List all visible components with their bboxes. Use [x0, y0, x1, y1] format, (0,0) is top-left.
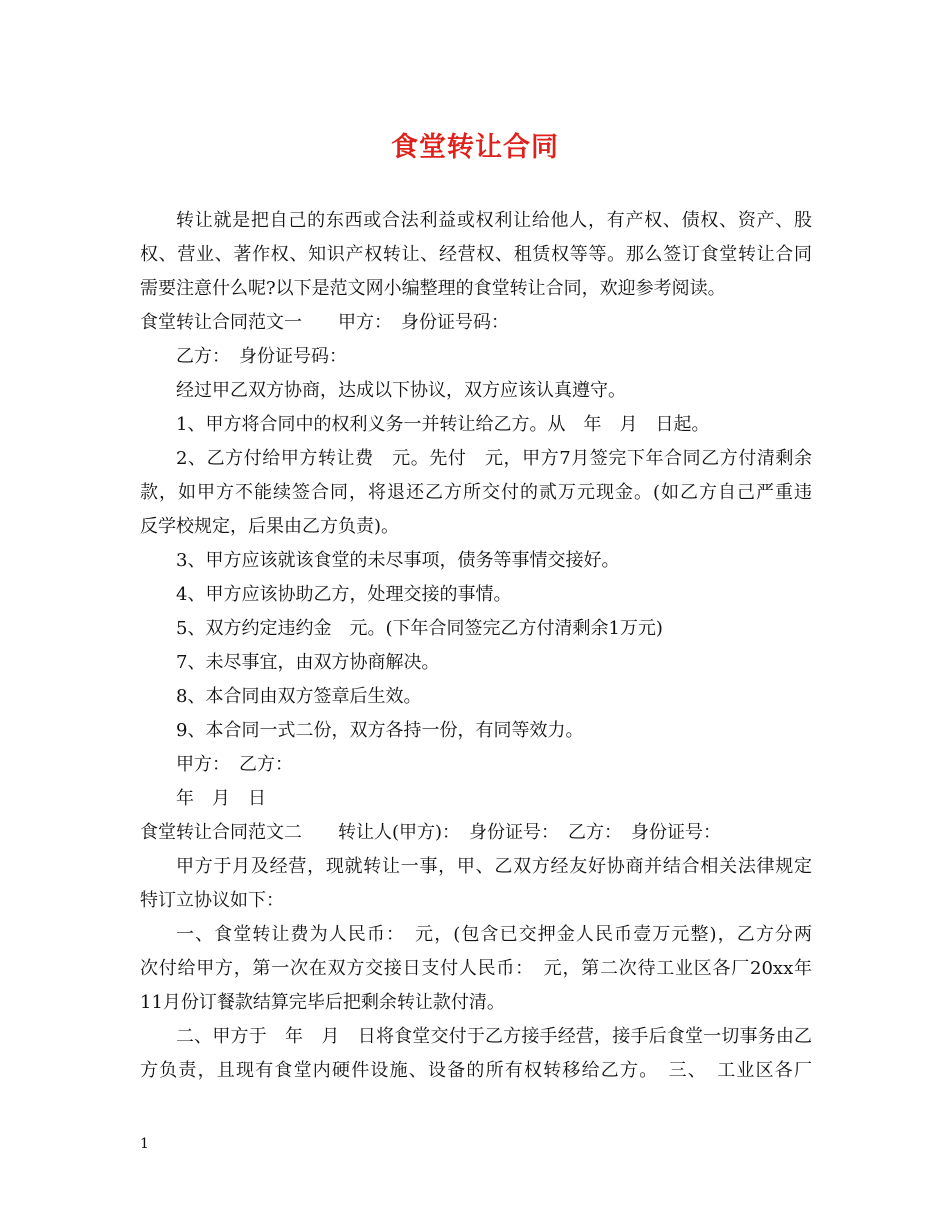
paragraph-line: 转让就是把自己的东西或合法利益或权利让给他人，有产权、债权、资产、股	[176, 210, 812, 231]
paragraph-line: 甲方于月及经营，现就转让一事，甲、乙双方经友好协商并结合相关法律规定	[176, 856, 812, 877]
paragraph-line: 特订立协议如下：	[140, 890, 284, 911]
paragraph-line: 需要注意什么呢?以下是范文网小编整理的食堂转让合同，欢迎参考阅读。	[140, 278, 726, 299]
section-heading: 食堂转让合同范文一 甲方： 身份证号码：	[140, 312, 509, 333]
clause-line: 反学校规定，后果由乙方负责)。	[140, 516, 400, 537]
page-number: 1	[140, 1136, 149, 1152]
paragraph-line: 权、营业、著作权、知识产权转让、经营权、租赁权等等。那么签订食堂转让合同	[140, 244, 812, 265]
clause-line: 次付给甲方，第一次在双方交接日支付人民币： 元，第二次待工业区各厂20xx年	[140, 958, 812, 979]
paragraph-line: 经过甲乙双方协商，达成以下协议，双方应该认真遵守。	[176, 380, 626, 401]
clause-line: 一、食堂转让费为人民币： 元，(包含已交押金人民币壹万元整)，乙方分两	[176, 924, 812, 945]
clause-line: 方负责，且现有食堂内硬件设施、设备的所有权转移给乙方。 三、 工业区各厂	[140, 1060, 812, 1081]
clause-line: 1、甲方将合同中的权利义务一并转让给乙方。从 年 月 日起。	[176, 414, 710, 435]
clause-line: 4、甲方应该协助乙方，处理交接的事情。	[176, 584, 512, 605]
clause-line: 8、本合同由双方签章后生效。	[176, 686, 422, 707]
clause-line: 二、甲方于 年 月 日将食堂交付于乙方接手经营，接手后食堂一切事务由乙	[176, 1026, 812, 1047]
clause-line: 3、甲方应该就该食堂的未尽事项，债务等事情交接好。	[176, 550, 620, 571]
clause-line: 11月份订餐款结算完毕后把剩余转让款付清。	[140, 992, 505, 1013]
paragraph-line: 乙方： 身份证号码：	[176, 346, 347, 367]
section-heading: 食堂转让合同范文二 转让人(甲方)： 身份证号： 乙方： 身份证号：	[140, 822, 722, 843]
clause-line: 9、本合同一式二份，双方各持一份，有同等效力。	[176, 720, 584, 741]
clause-line: 2、乙方付给甲方转让费 元。先付 元，甲方7月签完下年合同乙方付清剩余	[176, 448, 812, 469]
clause-line: 7、未尽事宜，由双方协商解决。	[176, 652, 440, 673]
signature-line: 甲方： 乙方：	[176, 754, 293, 775]
clause-line: 5、双方约定违约金 元。(下年合同签完乙方付清剩余1万元)	[176, 618, 663, 639]
document-title: 食堂转让合同	[391, 132, 559, 163]
date-line: 年 月 日	[176, 788, 266, 809]
document-body	[140, 204, 812, 1088]
clause-line: 款，如甲方不能续签合同，将退还乙方所交付的贰万元现金。(如乙方自己严重违	[140, 482, 812, 503]
